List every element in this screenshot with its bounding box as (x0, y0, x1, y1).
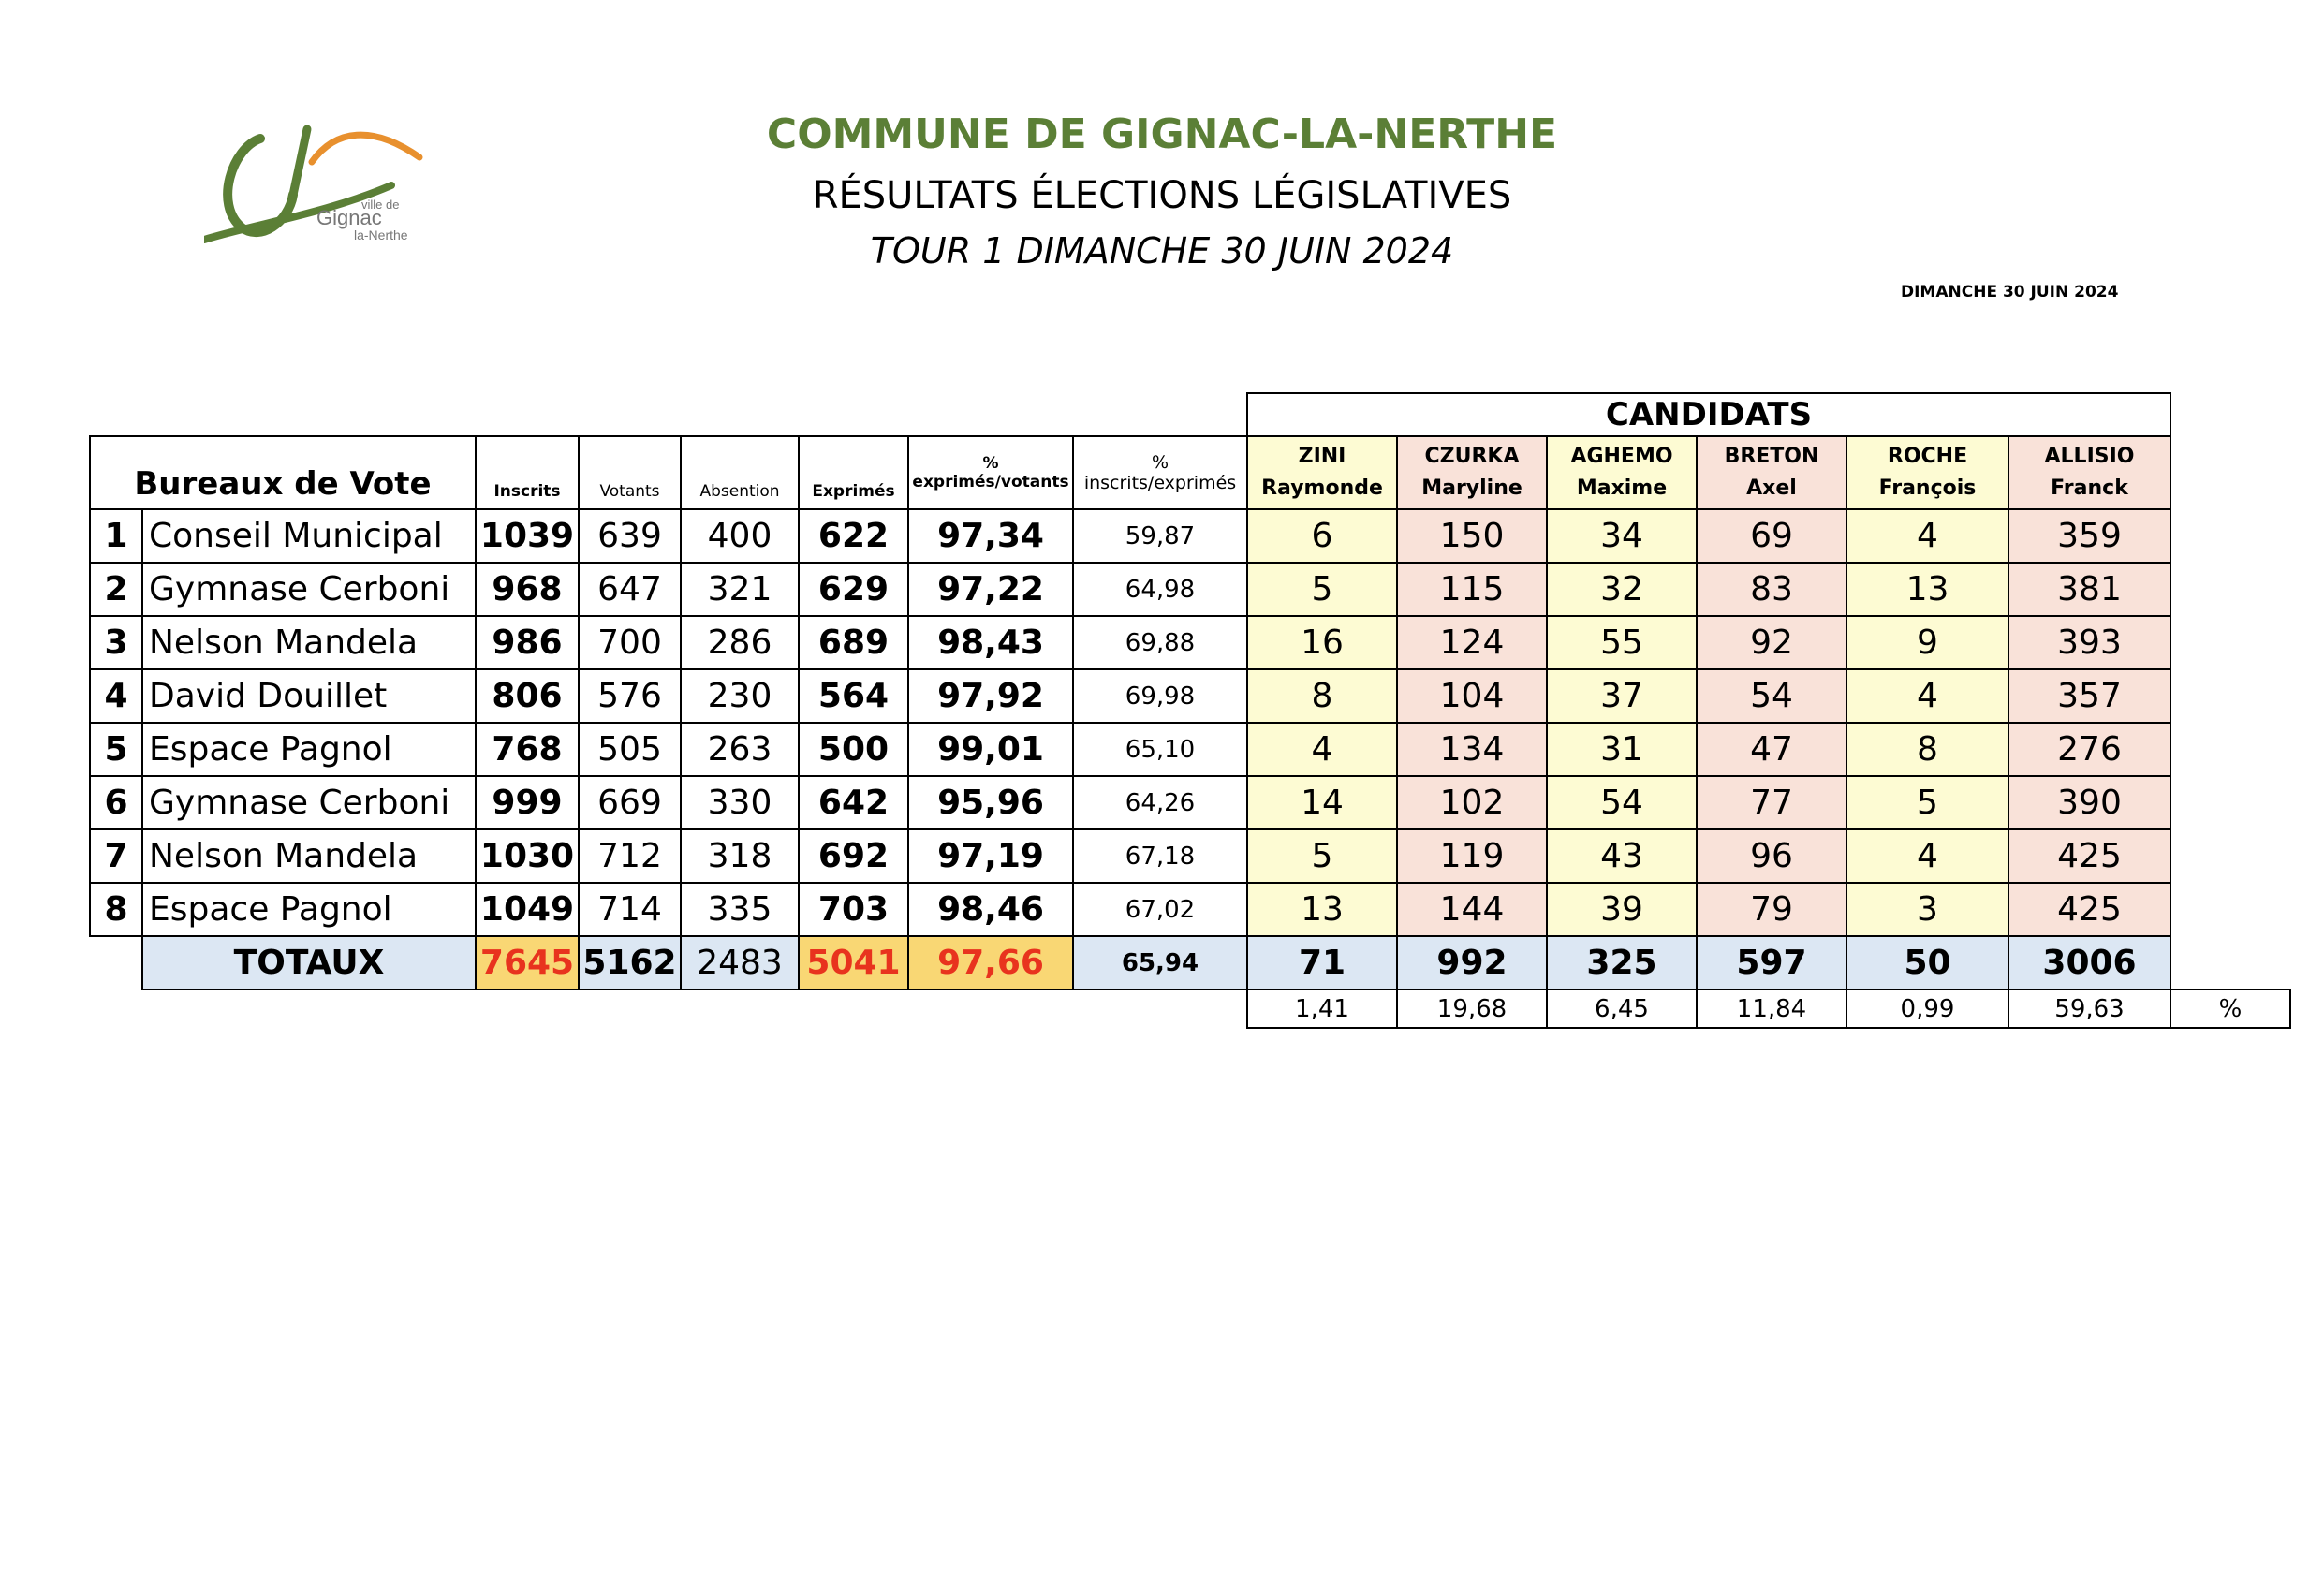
cell-exprimes: 692 (799, 829, 908, 883)
cell-votes-czurka: 115 (1397, 563, 1547, 616)
pct-czurka: 19,68 (1397, 990, 1547, 1028)
header-pct-exprimes-votants: % exprimés/votants (908, 436, 1073, 509)
cell-votes-zini: 8 (1247, 669, 1397, 723)
cell-votes-aghemo: 39 (1547, 883, 1697, 936)
svg-text:ville de: ville de (361, 198, 400, 212)
cell-votes-breton: 96 (1697, 829, 1846, 883)
totals-label: TOTAUX (142, 936, 476, 990)
cell-pct-exprimes-votants: 97,22 (908, 563, 1073, 616)
cell-votes-zini: 13 (1247, 883, 1397, 936)
cell-votes-czurka: 134 (1397, 723, 1547, 776)
cell-votes-czurka: 119 (1397, 829, 1547, 883)
cell-votes-zini: 5 (1247, 829, 1397, 883)
cell-pct-exprimes-votants: 99,01 (908, 723, 1073, 776)
total-votes-zini: 71 (1247, 936, 1397, 990)
header-absention: Absention (681, 436, 799, 509)
bureau-name: Gymnase Cerboni (142, 563, 476, 616)
cell-votes-zini: 14 (1247, 776, 1397, 829)
candidats-header: CANDIDATS (1247, 393, 2170, 436)
cell-absention: 330 (681, 776, 799, 829)
table-row (0, 669, 2290, 723)
cell-votes-allisio: 359 (2008, 509, 2170, 563)
cell-votes-czurka: 102 (1397, 776, 1547, 829)
cell-votes-zini: 16 (1247, 616, 1397, 669)
bureau-name: David Douillet (142, 669, 476, 723)
cell-pct-exprimes-votants: 97,19 (908, 829, 1073, 883)
cell-pct-inscrits-exprimes: 69,88 (1073, 616, 1247, 669)
cell-votants: 714 (579, 883, 681, 936)
candidate-roche: ROCHE François (1846, 436, 2008, 509)
candidate-breton: BRETON Axel (1697, 436, 1846, 509)
commune-title: COMMUNE DE GIGNAC-LA-NERTHE (766, 110, 1558, 158)
page-subtitle: RÉSULTATS ÉLECTIONS LÉGISLATIVES (812, 174, 1512, 217)
cell-votants: 700 (579, 616, 681, 669)
cell-inscrits: 1049 (476, 883, 579, 936)
pct-zini: 1,41 (1247, 990, 1397, 1028)
candidate-zini: ZINI Raymonde (1247, 436, 1397, 509)
cell-exprimes: 642 (799, 776, 908, 829)
cell-votes-breton: 47 (1697, 723, 1846, 776)
pct-roche: 0,99 (1846, 990, 2008, 1028)
candidate-czurka: CZURKA Maryline (1397, 436, 1547, 509)
cell-pct-exprimes-votants: 97,34 (908, 509, 1073, 563)
cell-votes-roche: 4 (1846, 669, 2008, 723)
date-label: DIMANCHE 30 JUIN 2024 (1901, 283, 2119, 301)
cell-pct-inscrits-exprimes: 64,26 (1073, 776, 1247, 829)
header-inscrits: Inscrits (476, 436, 579, 509)
cell-pct-exprimes-votants: 97,92 (908, 669, 1073, 723)
table-row (0, 723, 2290, 776)
cell-exprimes: 703 (799, 883, 908, 936)
cell-votes-allisio: 276 (2008, 723, 2170, 776)
cell-absention: 286 (681, 616, 799, 669)
cell-votes-breton: 92 (1697, 616, 1846, 669)
candidate-aghemo: AGHEMO Maxime (1547, 436, 1697, 509)
cell-votes-czurka: 124 (1397, 616, 1547, 669)
cell-absention: 321 (681, 563, 799, 616)
cell-exprimes: 689 (799, 616, 908, 669)
total-votes-roche: 50 (1846, 936, 2008, 990)
total-absention: 2483 (681, 936, 799, 990)
cell-inscrits: 968 (476, 563, 579, 616)
table-row (0, 883, 2290, 936)
cell-votes-aghemo: 37 (1547, 669, 1697, 723)
cell-votes-czurka: 104 (1397, 669, 1547, 723)
cell-votes-allisio: 390 (2008, 776, 2170, 829)
cell-inscrits: 806 (476, 669, 579, 723)
cell-votants: 647 (579, 563, 681, 616)
svg-text:Gignac: Gignac (316, 206, 382, 229)
bureau-name: Espace Pagnol (142, 883, 476, 936)
pct-allisio: 59,63 (2008, 990, 2170, 1028)
cell-absention: 335 (681, 883, 799, 936)
cell-pct-inscrits-exprimes: 59,87 (1073, 509, 1247, 563)
header-bureaux: Bureaux de Vote (90, 436, 476, 509)
header-exprimes: Exprimés (799, 436, 908, 509)
cell-votes-czurka: 150 (1397, 509, 1547, 563)
cell-votants: 505 (579, 723, 681, 776)
cell-exprimes: 622 (799, 509, 908, 563)
total-votes-breton: 597 (1697, 936, 1846, 990)
cell-pct-exprimes-votants: 98,46 (908, 883, 1073, 936)
table-row (0, 616, 2290, 669)
cell-inscrits: 1030 (476, 829, 579, 883)
total-pct-ie: 65,94 (1073, 936, 1247, 990)
bureau-number: 1 (90, 509, 142, 563)
cell-exprimes: 629 (799, 563, 908, 616)
total-votants: 5162 (579, 936, 681, 990)
bureau-name: Nelson Mandela (142, 616, 476, 669)
cell-inscrits: 986 (476, 616, 579, 669)
cell-votes-aghemo: 34 (1547, 509, 1697, 563)
cell-votes-breton: 77 (1697, 776, 1846, 829)
bureau-number: 3 (90, 616, 142, 669)
cell-votes-roche: 13 (1846, 563, 2008, 616)
round-title: TOUR 1 DIMANCHE 30 JUIN 2024 (870, 230, 1454, 271)
bureau-name: Conseil Municipal (142, 509, 476, 563)
cell-votes-aghemo: 32 (1547, 563, 1697, 616)
cell-pct-inscrits-exprimes: 67,02 (1073, 883, 1247, 936)
cell-absention: 318 (681, 829, 799, 883)
bureau-number: 5 (90, 723, 142, 776)
cell-votants: 712 (579, 829, 681, 883)
cell-votes-allisio: 357 (2008, 669, 2170, 723)
cell-votes-zini: 6 (1247, 509, 1397, 563)
cell-inscrits: 999 (476, 776, 579, 829)
cell-votes-roche: 5 (1846, 776, 2008, 829)
cell-pct-inscrits-exprimes: 67,18 (1073, 829, 1247, 883)
cell-votes-aghemo: 54 (1547, 776, 1697, 829)
pct-breton: 11,84 (1697, 990, 1846, 1028)
cell-votes-zini: 5 (1247, 563, 1397, 616)
total-pct-ev: 97,66 (908, 936, 1073, 990)
bureau-name: Nelson Mandela (142, 829, 476, 883)
cell-votes-allisio: 393 (2008, 616, 2170, 669)
total-exprimes: 5041 (799, 936, 908, 990)
cell-votants: 576 (579, 669, 681, 723)
table-row (0, 829, 2290, 883)
cell-exprimes: 500 (799, 723, 908, 776)
bureau-name: Gymnase Cerboni (142, 776, 476, 829)
cell-absention: 263 (681, 723, 799, 776)
pct-sign: % (2170, 990, 2290, 1028)
cell-votes-czurka: 144 (1397, 883, 1547, 936)
cell-pct-exprimes-votants: 95,96 (908, 776, 1073, 829)
bureau-name: Espace Pagnol (142, 723, 476, 776)
cell-votes-aghemo: 43 (1547, 829, 1697, 883)
cell-inscrits: 1039 (476, 509, 579, 563)
bureau-number: 4 (90, 669, 142, 723)
cell-votes-roche: 9 (1846, 616, 2008, 669)
cell-votes-allisio: 381 (2008, 563, 2170, 616)
cell-votes-allisio: 425 (2008, 829, 2170, 883)
table-row (0, 509, 2290, 563)
pct-aghemo: 6,45 (1547, 990, 1697, 1028)
header-votants: Votants (579, 436, 681, 509)
cell-votes-breton: 54 (1697, 669, 1846, 723)
cell-pct-exprimes-votants: 98,43 (908, 616, 1073, 669)
cell-votes-roche: 4 (1846, 829, 2008, 883)
cell-votes-breton: 69 (1697, 509, 1846, 563)
cell-votes-roche: 4 (1846, 509, 2008, 563)
cell-votants: 639 (579, 509, 681, 563)
cell-votes-aghemo: 55 (1547, 616, 1697, 669)
cell-votes-roche: 8 (1846, 723, 2008, 776)
cell-votes-aghemo: 31 (1547, 723, 1697, 776)
cell-inscrits: 768 (476, 723, 579, 776)
table-row (0, 776, 2290, 829)
candidate-allisio: ALLISIO Franck (2008, 436, 2170, 509)
cell-votes-roche: 3 (1846, 883, 2008, 936)
bureau-number: 8 (90, 883, 142, 936)
cell-pct-inscrits-exprimes: 65,10 (1073, 723, 1247, 776)
header-pct-inscrits-exprimes: % inscrits/exprimés (1073, 436, 1247, 509)
cell-votes-zini: 4 (1247, 723, 1397, 776)
table-row (0, 563, 2290, 616)
cell-absention: 400 (681, 509, 799, 563)
cell-absention: 230 (681, 669, 799, 723)
cell-votes-breton: 83 (1697, 563, 1846, 616)
total-inscrits: 7645 (476, 936, 579, 990)
cell-exprimes: 564 (799, 669, 908, 723)
cell-votants: 669 (579, 776, 681, 829)
cell-votes-breton: 79 (1697, 883, 1846, 936)
total-votes-aghemo: 325 (1547, 936, 1697, 990)
bureau-number: 6 (90, 776, 142, 829)
total-votes-allisio: 3006 (2008, 936, 2170, 990)
total-votes-czurka: 992 (1397, 936, 1547, 990)
bureau-number: 2 (90, 563, 142, 616)
svg-text:la-Nerthe: la-Nerthe (354, 227, 408, 242)
cell-pct-inscrits-exprimes: 69,98 (1073, 669, 1247, 723)
cell-votes-allisio: 425 (2008, 883, 2170, 936)
bureau-number: 7 (90, 829, 142, 883)
cell-pct-inscrits-exprimes: 64,98 (1073, 563, 1247, 616)
